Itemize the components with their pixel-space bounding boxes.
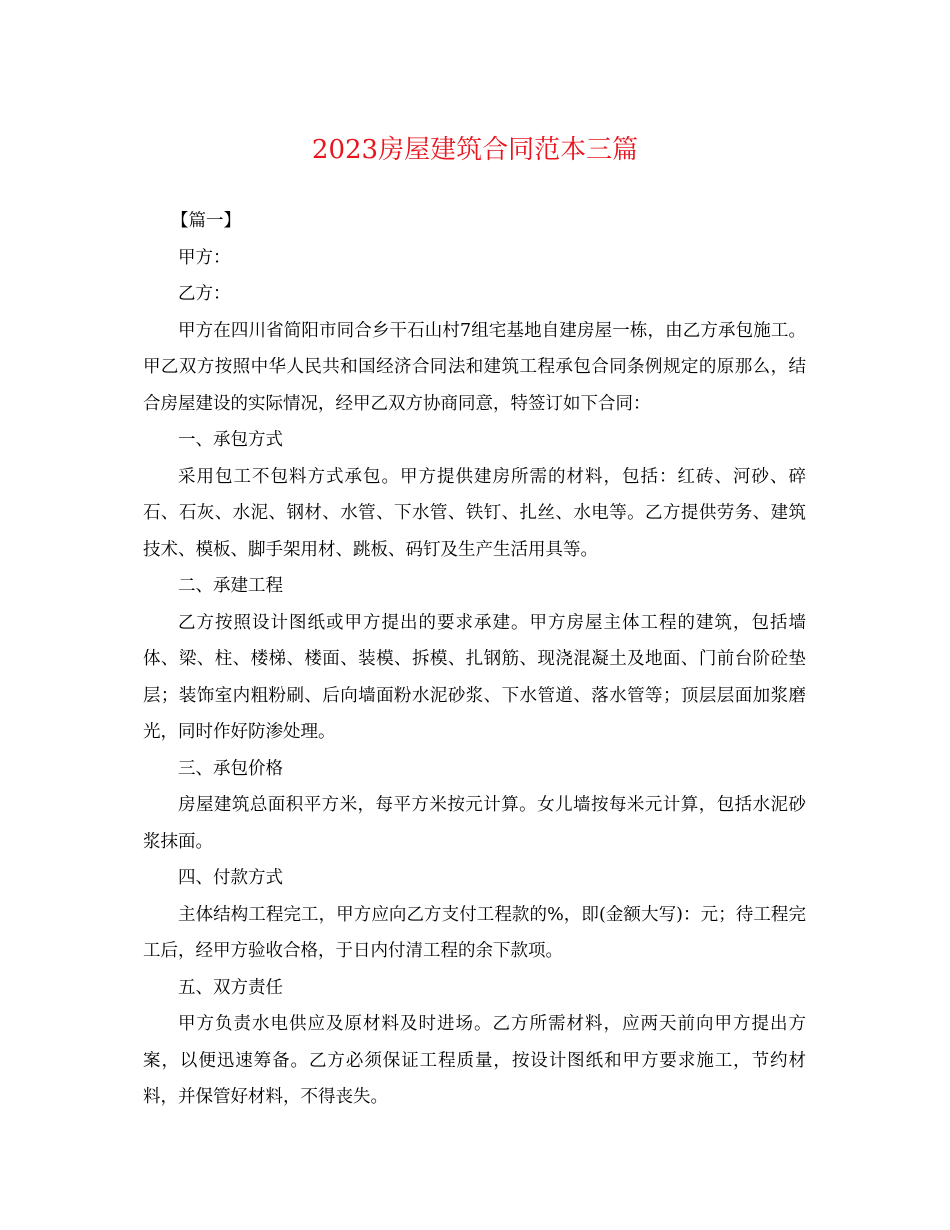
section-paragraph: 甲方负责水电供应及原材料及时进场。乙方所需材料，应两天前向甲方提出方案，以便迅速筹备。乙方必须保证工程质量，按设计图纸和甲方要求施工，节约材料，并保管好材料，不得丧失。 [143, 1014, 806, 1107]
section-heading: 一、承包方式 [178, 430, 283, 450]
section-heading: 二、承建工程 [178, 576, 283, 596]
party-a-label: 甲方： [178, 247, 231, 268]
section-label: 【篇一】 [171, 211, 241, 231]
section-heading: 五、双方责任 [178, 977, 283, 998]
section-heading: 三、承包价格 [178, 758, 283, 779]
section-paragraph: 房屋建筑总面积平方米，每平方米按元计算。女儿墙按每米元计算，包括水泥砂浆抹面。 [143, 795, 806, 852]
section-paragraph: 主体结构工程完工，甲方应向乙方支付工程款的%，即(金额大写)：元；待工程完工后，经甲方验收合格，于日内付清工程的余下款项。 [143, 904, 806, 961]
intro-paragraph: 甲方在四川省简阳市同合乡干石山村7组宅基地自建房屋一栋，由乙方承包施工。甲乙双方按照中华人民共和国经济合同法和建筑工程承包合同条例规定的原那么，结合房屋建设的实际情况，经甲乙双方协商同意，特签订如下合同： [143, 320, 806, 414]
document-body [143, 203, 806, 1116]
page-title: 2023房屋建筑合同范本三篇 [311, 135, 639, 165]
section-paragraph: 采用包工不包料方式承包。甲方提供建房所需的材料，包括：红砖、河砂、碎石、石灰、水泥、钢材、水管、下水管、铁钉、扎丝、水电等。乙方提供劳务、建筑技术、模板、脚手架用材、跳板、码钉及生产生活用具等。 [143, 466, 806, 560]
section-paragraph: 乙方按照设计图纸或甲方提出的要求承建。甲方房屋主体工程的建筑，包括墙体、梁、柱、楼梯、楼面、装模、拆模、扎钢筋、现浇混凝土及地面、门前台阶砼垫层；装饰室内粗粉刷、后向墙面粉水泥砂浆、下水管道、落水管等；顶层层面加浆磨光，同时作好防渗处理。 [143, 612, 806, 742]
party-b-label: 乙方： [178, 284, 231, 304]
section-heading: 四、付款方式 [178, 868, 283, 888]
